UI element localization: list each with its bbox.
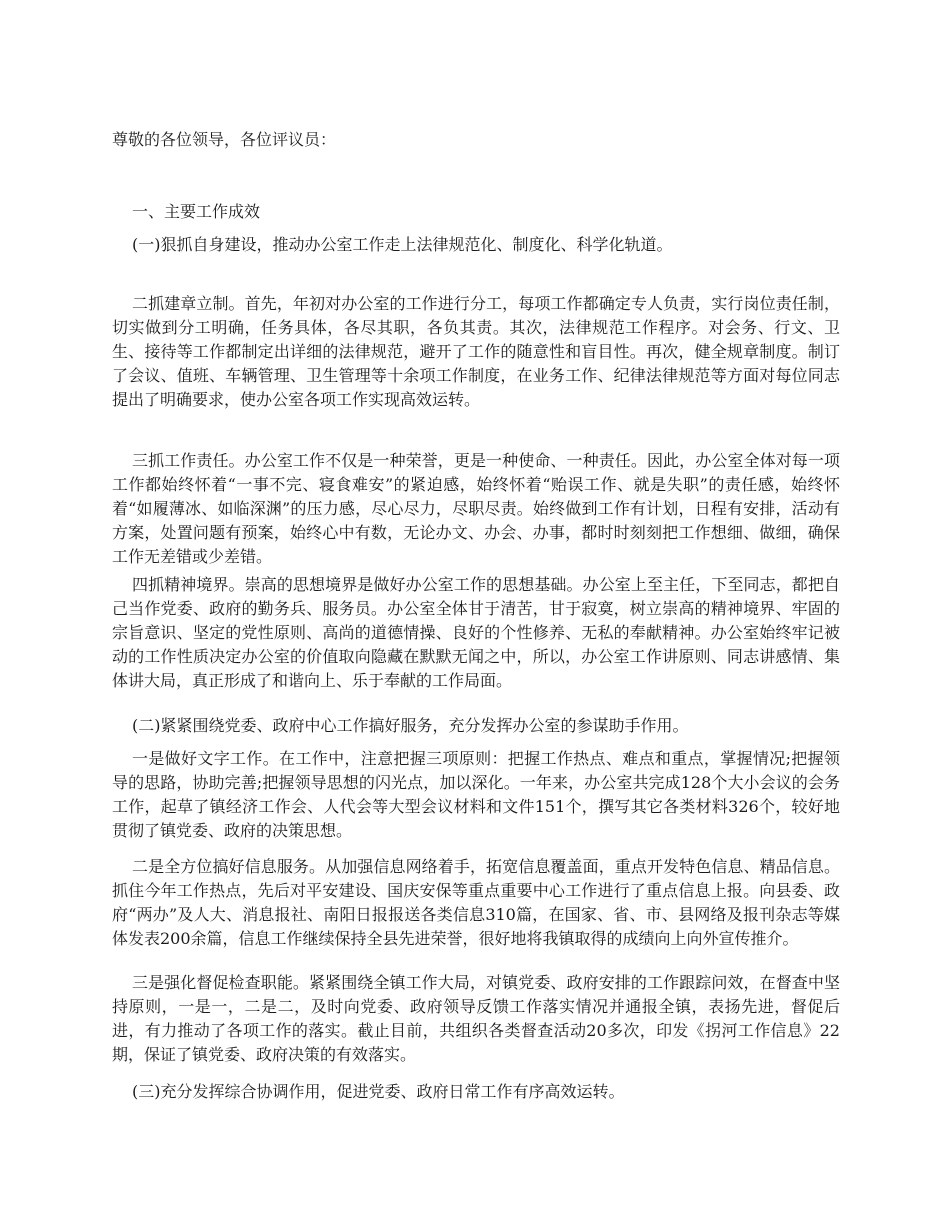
paragraph-information-service: 二是全方位搞好信息服务。从加强信息网络着手，拓宽信息覆盖面，重点开发特色信息、精品信息。抓住今年工作热点，先后对平安建设、国庆安保等重点重要中心工作进行了重点信息上报。向县委、政府“两办”及人大、消息报社、南阳日报报送各类信息310篇，在国家、省、市、县网络及报刊杂志等媒体发表200余篇，信息工作继续保持全县先进荣誉，很好地将我镇取得的成绩向上向外宣传推介。 bbox=[112, 857, 840, 948]
salutation: 尊敬的各位领导，各位评议员： bbox=[112, 130, 337, 149]
paragraph-rules-system: 二抓建章立制。首先，年初对办公室的工作进行分工，每项工作都确定专人负责，实行岗位责任制，切实做到分工明确，任务具体，各尽其职，各负其责。其次，法律规范工作程序。对会务、行文、卫生、接待等工作都制定出详细的法律规范，避开了工作的随意性和盲目性。再次，健全规章制度。制订了会议、值班、车辆管理、卫生管理等十余项工作制度，在业务工作、纪律法律规范等方面对每位同志提出了明确要求，使办公室各项工作实现高效运转。 bbox=[112, 294, 840, 409]
subsection-heading-1: (一)狠抓自身建设，推动办公室工作走上法律规范化、制度化、科学化轨道。 bbox=[132, 235, 673, 254]
paragraph-work-responsibility: 三抓工作责任。办公室工作不仅是一种荣誉，更是一种使命、一种责任。因此，办公室全体对每一项工作都始终怀着“一事不完、寝食难安”的紧迫感，始终怀着“贻误工作、就是失职”的责任感，始终怀着“如履薄冰、如临深渊”的压力感，尽心尽力，尽职尽责。始终做到工作有计划，日程有安排，活动有方案，处置问题有预案，始终心中有数，无论办文、办会、办事，都时时刻刻把工作想细、做细，确保工作无差错或少差错。 bbox=[112, 451, 840, 566]
paragraph-supervision: 三是强化督促检查职能。紧紧围绕全镇工作大局，对镇党委、政府安排的工作跟踪问效，在督查中坚持原则，一是一，二是二，及时向党委、政府领导反馈工作落实情况并通报全镇，表扬先进，督促后进，有力推动了各项工作的落实。截止目前，共组织各类督查活动20多次，印发《拐河工作信息》22期，保证了镇党委、政府决策的有效落实。 bbox=[112, 973, 840, 1064]
paragraph-writing-work: 一是做好文字工作。在工作中，注意把握三项原则：把握工作热点、难点和重点，掌握情况;把握领导的思路，协助完善;把握领导思想的闪光点，加以深化。一年来，办公室共完成128个大小会议的会务工作，起草了镇经济工作会、人代会等大型会议材料和文件151个，撰写其它各类材料326个，较好地贯彻了镇党委、政府的决策思想。 bbox=[112, 749, 840, 840]
subsection-heading-3: (三)充分发挥综合协调作用，促进党委、政府日常工作有序高效运转。 bbox=[132, 1082, 625, 1101]
section-heading-main-achievements: 一、主要工作成效 bbox=[132, 202, 261, 221]
subsection-heading-2: (二)紧紧围绕党委、政府中心工作搞好服务，充分发挥办公室的参谋助手作用。 bbox=[132, 716, 689, 735]
paragraph-spiritual-realm: 四抓精神境界。崇高的思想境界是做好办公室工作的思想基础。办公室上至主任，下至同志，都把自己当作党委、政府的勤务兵、服务员。办公室全体甘于清苦，甘于寂寞，树立崇高的精神境界、牢固的宗旨意识、坚定的党性原则、高尚的道德情操、良好的个性修养、无私的奉献精神。办公室始终牢记被动的工作性质决定办公室的价值取向隐藏在默默无闻之中，所以，办公室工作讲原则、同志讲感情、集体讲大局，真正形成了和谐向上、乐于奉献的工作局面。 bbox=[112, 575, 840, 690]
